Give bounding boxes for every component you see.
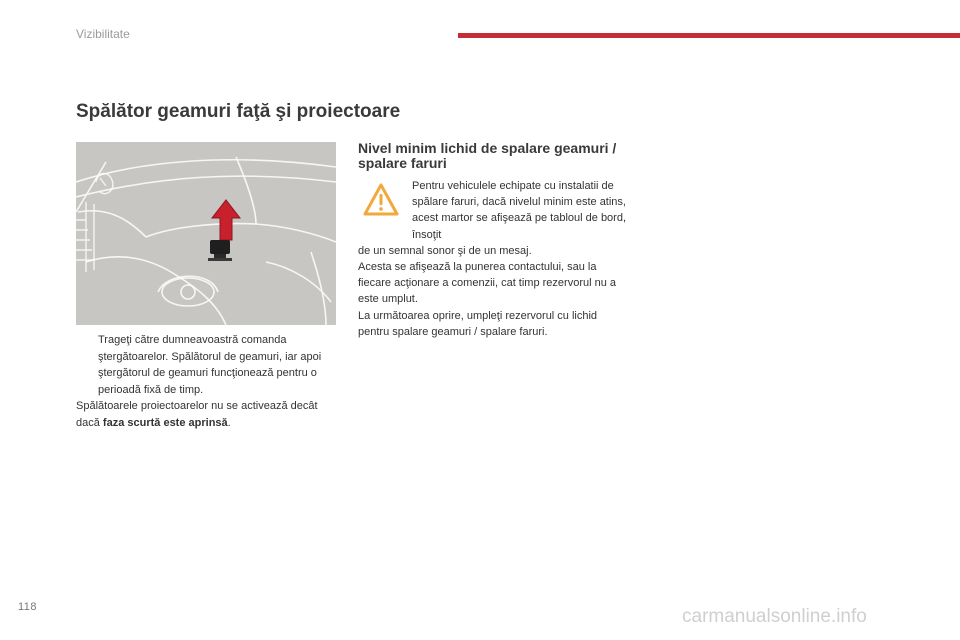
section-subtitle: Nivel minim lichid de spalare geamuri / spalare faruri <box>358 140 617 171</box>
bullet-text: Trageţi către dumneavoastră comanda ştergătoarelor. Spălătorul de geamuri, iar apoi ştergătorul de geamuri funcţionează pentru o perioadă fixă de timp. <box>98 334 322 396</box>
display-paragraph: Acesta se afişează la punerea contactului, sau la fiecare acţionare a comenzii, cat timp rezervorul nu a este umplut. <box>358 261 617 306</box>
left-column-text <box>76 332 336 431</box>
car-front-illustration <box>76 142 336 325</box>
note-suffix: . <box>227 416 231 429</box>
refill-paragraph: La următoarea oprire, umpleţi rezervorul cu lichid pentru spalare geamuri / spalare faruri. <box>358 309 598 338</box>
continued-paragraph: de un semnal sonor şi de un mesaj. <box>358 244 532 257</box>
section-label: Vizibilitate <box>76 27 130 41</box>
page-title: Spălător geamuri faţă şi proiectoare <box>76 101 401 122</box>
note-paragraph <box>76 398 336 431</box>
section-accent-bar <box>458 33 960 38</box>
note-bold: faza scurtă este aprinsă <box>102 416 228 429</box>
right-column-text <box>358 178 626 340</box>
instruction-bullet <box>76 332 336 398</box>
watermark: carmanualsonline.info <box>682 606 867 627</box>
note-prefix: Spălătoarele proiectoarelor nu se activează decât dacă <box>76 400 318 429</box>
indented-paragraph: Pentru vehiculele echipate cu instalatii de spălare faruri, dacă nivelul minim este atins, acest martor se afişează pe tabloul de bord, însoţit <box>412 180 627 241</box>
page-number: 118 <box>18 601 38 613</box>
